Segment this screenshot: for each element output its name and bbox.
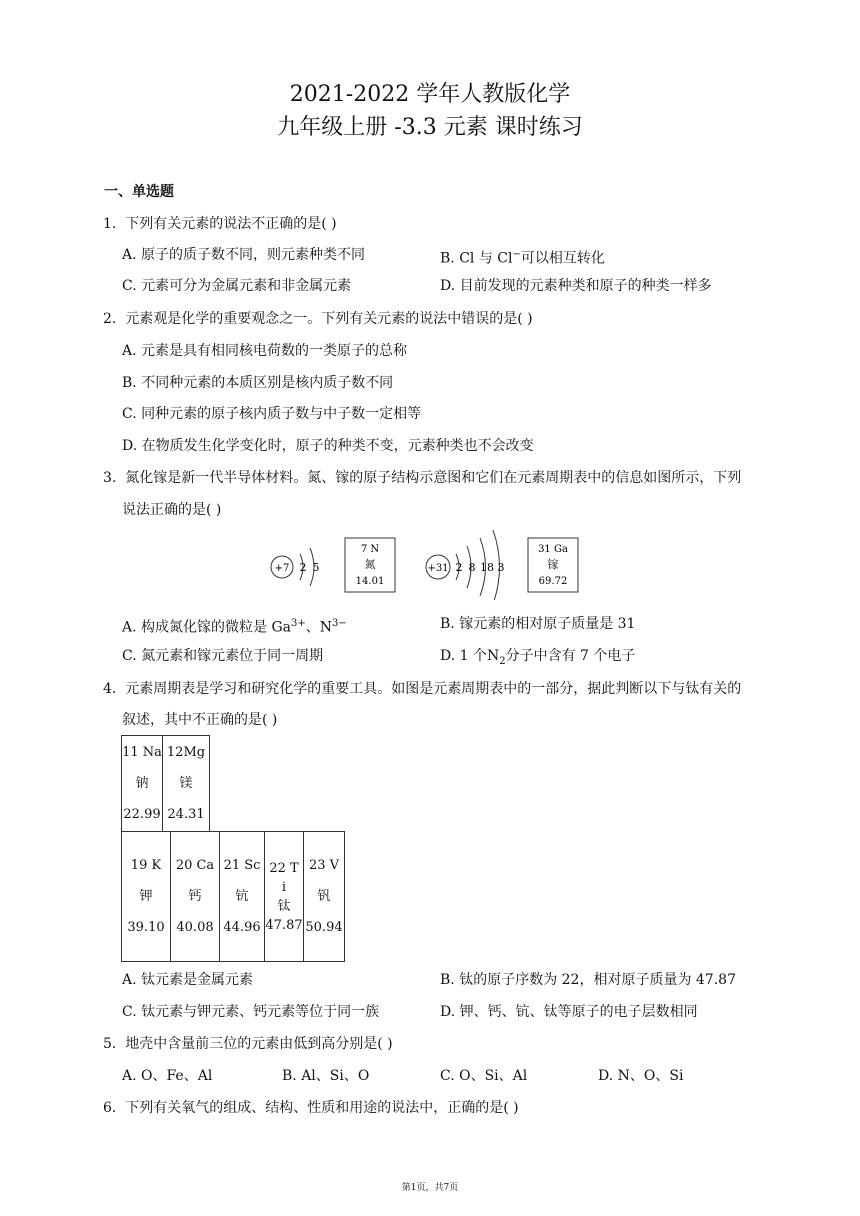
question-number: 4. [103,681,117,697]
element-cell-sc: 21 Sc 钪 44.96 [220,832,265,962]
element-cell-mg: 12Mg 镁 24.31 [163,736,210,832]
q1-option-d: D. 目前发现的元素种类和原子的种类一样多 [440,278,712,294]
page-footer: 第1页，共7页 [401,1183,459,1193]
element-cell-na: 11 Na 钠 22.99 [122,736,163,832]
ga-shell-3: 18 [480,561,494,574]
q4-option-c: C. 钛元素与钾元素、钙元素等位于同一族 [122,1004,380,1020]
q4-option-d: D. 钾、钙、钪、钛等原子的电子层数相同 [440,1004,698,1020]
q2-option-a: A. 元素是具有相同核电荷数的一类原子的总称 [122,343,408,359]
q2-option-d: D. 在物质发生化学变化时，原子的种类不变，元素种类也不会改变 [122,438,534,454]
q5-option-a: A. O、Fe、Al [122,1068,213,1084]
q3-option-d: D. 1 个$N_2$分子中含有 7 个电子 [440,648,636,667]
question-2 [103,310,533,328]
question-6 [103,1099,519,1117]
question-3-stem-cont: 说法正确的是( ) [122,502,222,518]
q1-option-b: B. Cl 与 Cl−可以相互转化 [440,249,605,267]
n-box-name: 氮 [364,558,376,571]
question-stem: 下列有关氧气的组成、结构、性质和用途的说法中，正确的是( ) [125,1100,519,1116]
question-stem: 地壳中含量前三位的元素由低到高分别是( ) [125,1036,393,1052]
q2-option-b: B. 不同种元素的本质区别是核内质子数不同 [122,375,394,391]
q4-option-b: B. 钛的原子序数为 22，相对原子质量为 47.87 [440,972,736,988]
q3-option-a: A. 构成氮化镓的微粒是 $Ga^{3+}$、$N^{3-}$ [122,618,347,636]
question-stem: 下列有关元素的说法不正确的是( ) [125,216,337,232]
q2-option-c: C. 同种元素的原子核内质子数与中子数一定相等 [122,406,422,422]
element-cell-k: 19 K 钾 39.10 [122,832,171,962]
q3-option-b: B. 镓元素的相对原子质量是 31 [440,616,636,632]
question-number: 1. [103,216,117,232]
ga-shell-1: 2 [455,561,463,574]
question-5 [103,1035,393,1053]
question-4 [103,680,741,698]
doc-title-line2: 九年级上册 -3.3 元素 课时练习 [277,115,583,140]
periodic-table-row2 [121,831,345,962]
question-3 [103,469,741,487]
q5-option-d: D. N、O、Si [598,1068,684,1084]
n-nucleus-label: +7 [274,563,290,574]
question-stem: 氮化镓是新一代半导体材料。氮、镓的原子结构示意图和它们在元素周期表中的信息如图所示，下列 [125,470,742,486]
element-cell-ti: 22 T i 钛 47.87 [265,832,304,962]
ga-box-mass: 69.72 [538,576,568,587]
n-shell-1: 2 [299,561,307,574]
question-stem: 元素观是化学的重要观念之一。下列有关元素的说法中错误的是( ) [125,311,533,327]
question-number: 6. [103,1100,117,1116]
q1-option-c: C. 元素可分为金属元素和非金属元素 [122,278,352,294]
doc-title-line1: 2021-2022 学年人教版化学 [289,82,571,107]
q5-option-c: C. O、Si、Al [440,1068,528,1084]
question-stem: 元素周期表是学习和研究化学的重要工具。如图是元素周期表中的一部分，据此判断以下与钛有关的 [125,681,742,697]
n-box-top: 7 N [360,544,380,555]
q4-option-a: A. 钛元素是金属元素 [122,972,254,988]
section-heading: 一、单选题 [104,184,174,200]
q3-option-c: C. 氮元素和镓元素位于同一周期 [122,648,324,664]
question-number: 5. [103,1036,117,1052]
atomic-structure-figure [260,520,600,600]
ga-box-name: 镓 [547,558,559,571]
element-cell-ca: 20 Ca 钙 40.08 [171,832,220,962]
question-1 [103,215,337,233]
ga-box-top: 31 Ga [538,544,568,555]
n-box-mass: 14.01 [355,576,385,587]
ga-nucleus-label: +31 [427,563,449,574]
element-cell-v: 23 V 钒 50.94 [304,832,345,962]
question-4-stem-cont: 叙述，其中不正确的是( ) [122,712,278,728]
q1-option-a: A. 原子的质子数不同，则元素种类不同 [122,247,366,263]
periodic-table-row1 [121,735,210,832]
question-number: 3. [103,470,117,486]
question-number: 2. [103,311,117,327]
q5-option-b: B. Al、Si、O [282,1068,370,1084]
ga-shell-2: 8 [468,561,476,574]
ga-shell-4: 3 [497,561,505,574]
n-shell-2: 5 [312,561,320,574]
